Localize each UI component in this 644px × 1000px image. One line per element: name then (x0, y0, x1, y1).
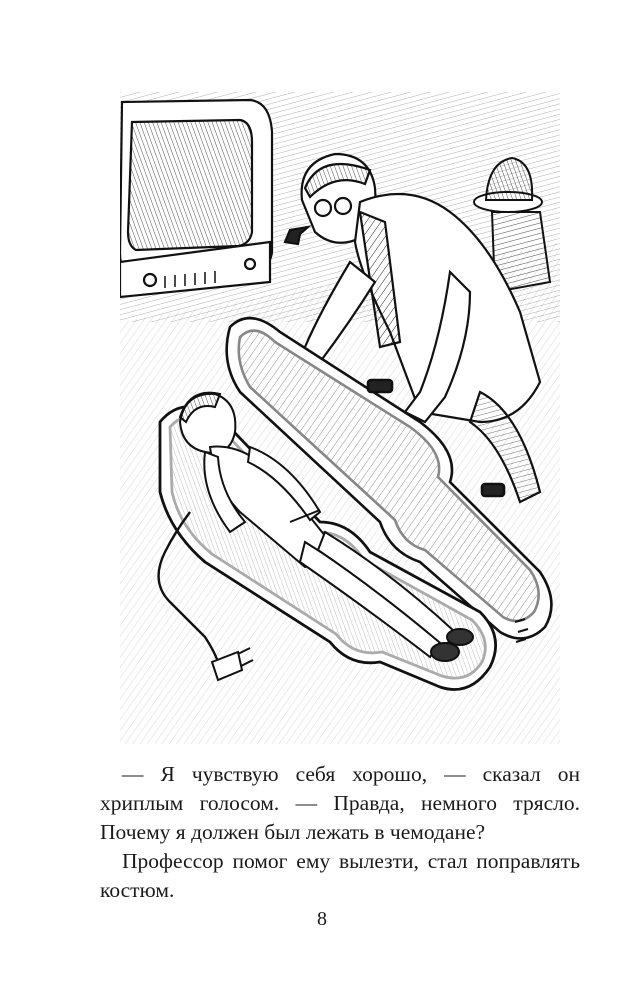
page-number: 8 (317, 908, 327, 930)
paragraph: — Я чувствую себя хорошо, — сказал он хриплым голосом. — Правда, немного трясло. Почему я должен был лежать в чемодане? (100, 762, 580, 844)
boy-in-guitar-case-icon (120, 92, 560, 744)
paragraph: Профессор помог ему вылезти, стал поправлять костюм. (100, 849, 580, 902)
body-text (100, 760, 580, 905)
illustration (120, 92, 560, 744)
